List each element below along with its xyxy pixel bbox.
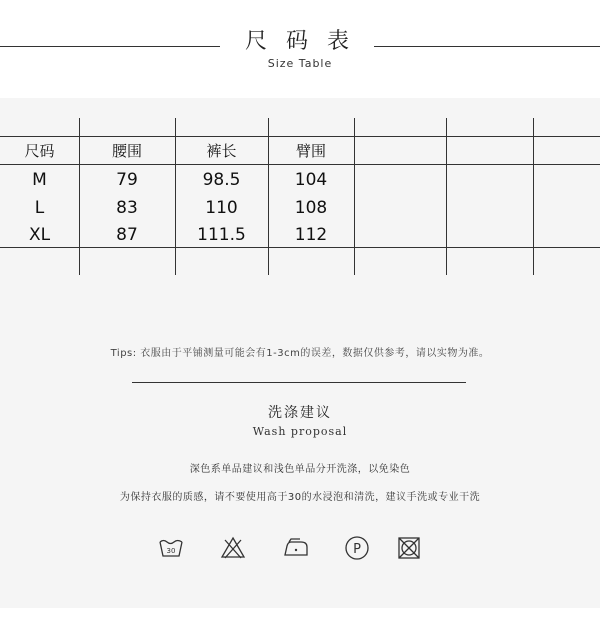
table-cell: 87 bbox=[116, 225, 138, 245]
table-header-cell: 腰围 bbox=[111, 142, 142, 160]
table-cell: 79 bbox=[116, 170, 138, 190]
dry-clean-label: P bbox=[353, 542, 361, 557]
table-cell: 98.5 bbox=[202, 170, 241, 190]
do-not-bleach-icon bbox=[219, 534, 247, 562]
do-not-tumble-dry-icon bbox=[395, 534, 423, 562]
page-title: 尺 码 表 bbox=[245, 29, 355, 54]
wash-instruction: 为保持衣服的质感，请不要使用高于30的水浸泡和清洗，建议手洗或专业干洗 bbox=[119, 492, 481, 503]
table-border-top bbox=[0, 136, 600, 137]
table-cell: 83 bbox=[116, 198, 138, 218]
table-cell: 104 bbox=[294, 170, 328, 190]
table-cell: 112 bbox=[294, 225, 328, 245]
table-cell: M bbox=[32, 170, 47, 190]
wash-title: 洗涤建议 bbox=[268, 405, 332, 421]
measurement-tips: Tips: 衣服由于平铺测量可能会有1-3cm的误差，数据仅供参考，请以实物为准。 bbox=[110, 348, 490, 359]
page-subtitle: Size Table bbox=[267, 57, 333, 70]
table-cell: 111.5 bbox=[197, 225, 246, 245]
iron-low-icon bbox=[282, 534, 310, 562]
table-header-cell: 尺码 bbox=[24, 142, 55, 160]
dry-clean-p-icon bbox=[343, 534, 371, 562]
table-col-divider bbox=[354, 118, 355, 275]
table-header-cell: 臂围 bbox=[295, 142, 326, 160]
size-table-header bbox=[0, 0, 600, 98]
table-col-divider bbox=[533, 118, 534, 275]
wash-subtitle: Wash proposal bbox=[252, 425, 348, 438]
table-header-cell: 裤长 bbox=[206, 142, 237, 160]
section-divider bbox=[132, 382, 466, 383]
wash-30-icon bbox=[157, 534, 185, 562]
table-cell: L bbox=[34, 198, 45, 218]
wash-instruction: 深色系单品建议和浅色单品分开洗涤，以免染色 bbox=[189, 464, 411, 475]
table-row-divider bbox=[0, 164, 600, 165]
care-icons bbox=[0, 534, 600, 562]
table-cell: 110 bbox=[205, 198, 238, 218]
table-cell: XL bbox=[28, 225, 51, 245]
wash-temperature-label: 30 bbox=[166, 547, 176, 555]
table-cell: 108 bbox=[294, 198, 328, 218]
content-panel bbox=[0, 98, 600, 608]
table-col-divider bbox=[446, 118, 447, 275]
